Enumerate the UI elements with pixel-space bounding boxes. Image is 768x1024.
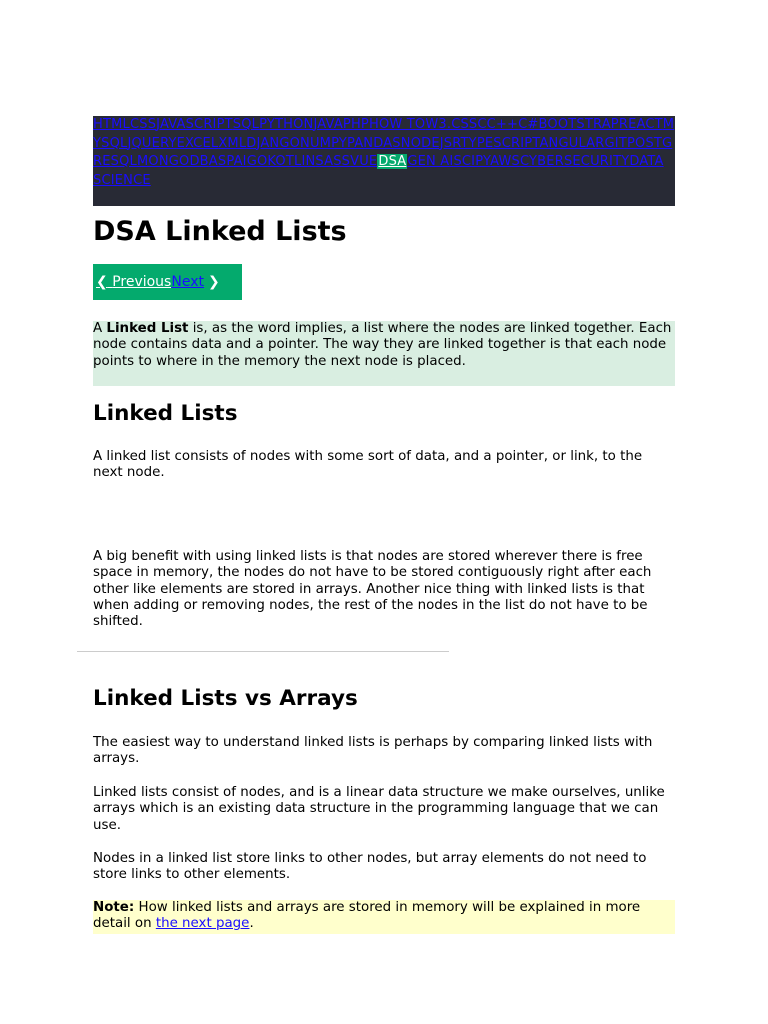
topnav-link-r[interactable]: R bbox=[452, 135, 461, 151]
topnav-link-git[interactable]: GIT bbox=[604, 135, 627, 151]
topnav-link-excel[interactable]: EXCEL bbox=[176, 135, 219, 151]
topnav-link-css[interactable]: CSS bbox=[129, 117, 157, 132]
topnav-link-typescript[interactable]: TYPESCRIPT bbox=[460, 135, 540, 151]
topnav-link-django[interactable]: DJANGO bbox=[246, 135, 301, 151]
topnav-link-nodejs[interactable]: NODEJS bbox=[400, 135, 453, 151]
topnav-link-gen-ai[interactable]: GEN AI bbox=[407, 154, 454, 169]
chevron-left-icon: ❮ bbox=[96, 274, 108, 290]
note-text: How linked lists and arrays are stored in memory will be explained in more detail on bbox=[93, 900, 641, 932]
note-label: Note: bbox=[93, 900, 135, 915]
next-label: Next bbox=[171, 274, 204, 290]
topnav-link-c[interactable]: C bbox=[477, 117, 487, 132]
section-heading-linked-lists-vs-arrays: Linked Lists vs Arrays bbox=[93, 686, 358, 711]
topnav-link-kotlin[interactable]: KOTLIN bbox=[267, 154, 316, 169]
next-page-link[interactable]: the next page bbox=[155, 916, 250, 932]
section1-paragraph-1: A linked list consists of nodes with some sort of data, and a pointer, or link, to the next node. bbox=[93, 449, 643, 481]
topnav-link-c#[interactable]: C# bbox=[518, 117, 539, 132]
topnav-link-data-science[interactable]: DATA SCIENCE bbox=[93, 154, 664, 188]
chevron-right-icon: ❯ bbox=[207, 274, 220, 290]
page-title: DSA Linked Lists bbox=[93, 216, 347, 247]
topnav-link-bootstrap[interactable]: BOOTSTRAP bbox=[538, 117, 619, 132]
section-divider bbox=[77, 651, 449, 652]
topnav-link-pandas[interactable]: PANDAS bbox=[347, 135, 401, 151]
topnav-link-postgresql[interactable]: POSTGRESQL bbox=[93, 135, 673, 169]
topnav-link-numpy[interactable]: NUMPY bbox=[300, 135, 347, 151]
topnav-link-ai[interactable]: AI bbox=[233, 154, 247, 169]
topnav-link-html[interactable]: HTML bbox=[93, 117, 130, 132]
next-button[interactable] bbox=[171, 274, 204, 290]
topnav-link-aws[interactable]: AWS bbox=[490, 154, 520, 169]
section2-paragraph-3: Nodes in a linked list store links to other nodes, but array elements do not need to store links to other elements. bbox=[93, 851, 647, 883]
intro-bold-term: Linked List bbox=[106, 321, 189, 336]
section1-paragraph-2: A big benefit with using linked lists is that nodes are stored wherever there is free space in memory, the nodes do not have to be stored contiguously right after each other like elements are stored in arrays. Another nice thing with linked lists is that when adding or removing nodes, the rest of the nodes in the list do not have to be shifted. bbox=[93, 549, 652, 630]
topnav-link-scipy[interactable]: SCIPY bbox=[453, 154, 491, 169]
note-end: . bbox=[249, 916, 254, 932]
topnav-link-sass[interactable]: SASS bbox=[315, 154, 351, 169]
topnav-link-dsa[interactable]: DSA bbox=[378, 154, 407, 169]
intro-prefix: A bbox=[93, 321, 107, 336]
topnav-link-how-to[interactable]: HOW TO bbox=[368, 117, 426, 132]
topnav-link-mysql[interactable]: MYSQL bbox=[93, 117, 675, 151]
topnav-link-python[interactable]: PYTHON bbox=[259, 117, 314, 132]
intro-callout bbox=[93, 321, 675, 386]
section2-paragraph-2: Linked lists consist of nodes, and is a linear data structure we make ourselves, unlike arrays which is an existing data structure in the programming language that we can use. bbox=[93, 785, 665, 833]
topnav-link-asp[interactable]: ASP bbox=[208, 154, 234, 169]
topnav-link-cybersecurity[interactable]: CYBERSECURITY bbox=[519, 154, 630, 169]
prev-next-bar bbox=[93, 264, 242, 300]
intro-text: is, as the word implies, a list where the nodes are linked together. Each node contains data and a pointer. The way they are linked together is that each node points to where in the memory the next node is placed. bbox=[93, 321, 672, 369]
topnav-link-mongodb[interactable]: MONGODB bbox=[136, 154, 209, 169]
topnav-link-react[interactable]: REACT bbox=[618, 117, 663, 132]
topnav-link-angular[interactable]: ANGULAR bbox=[539, 135, 605, 151]
topnav-link-sql[interactable]: SQL bbox=[232, 117, 260, 132]
note-callout bbox=[93, 900, 675, 934]
section2-paragraph-1: The easiest way to understand linked lists is perhaps by comparing linked lists with arrays. bbox=[93, 735, 653, 767]
previous-button[interactable] bbox=[94, 274, 171, 290]
topnav-link-c++[interactable]: C++ bbox=[486, 117, 519, 132]
topnav-link-w3-css[interactable]: W3.CSS bbox=[425, 117, 478, 132]
topnav-link-php[interactable]: PHP bbox=[342, 117, 369, 132]
topnav-link-java[interactable]: JAVA bbox=[313, 117, 343, 132]
topnav-link-xml[interactable]: XML bbox=[218, 135, 247, 151]
topnav-link-vue[interactable]: VUE bbox=[350, 154, 378, 169]
topnav-link-go[interactable]: GO bbox=[246, 154, 268, 169]
top-navigation bbox=[93, 116, 675, 206]
topnav-link-javascript[interactable]: JAVASCRIPT bbox=[156, 117, 233, 132]
section-heading-linked-lists: Linked Lists bbox=[93, 401, 238, 426]
topnav-link-jquery[interactable]: JQUERY bbox=[127, 135, 177, 151]
previous-label: Previous bbox=[112, 274, 172, 290]
